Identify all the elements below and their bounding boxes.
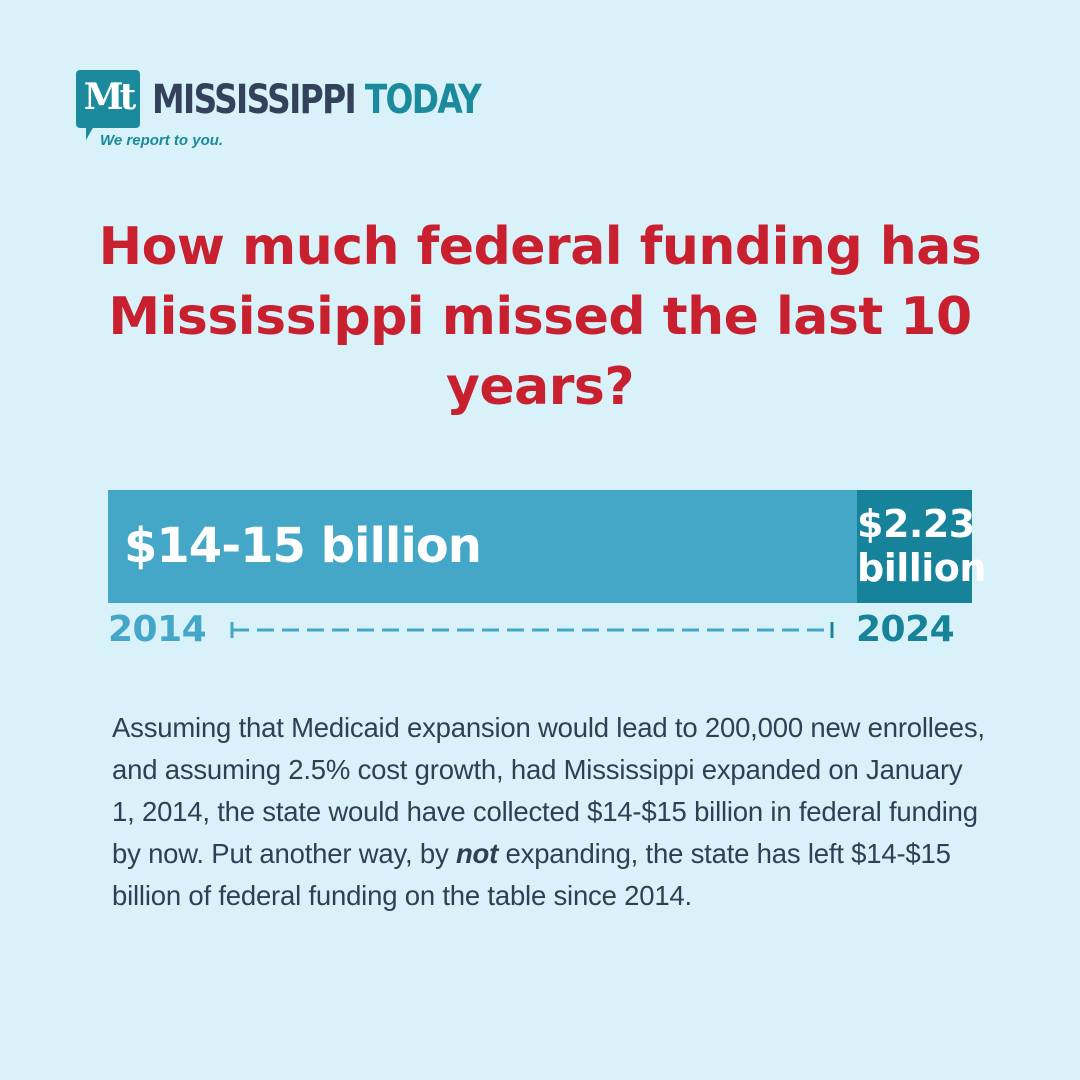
body-text-part2: expanding, the state has left $14-$15 billion of federal funding on the table since 2014. <box>112 838 951 911</box>
speech-bubble-tail-icon <box>86 126 94 140</box>
timeline-arrow <box>228 618 838 642</box>
mt-logo-icon <box>76 70 140 128</box>
bar-label-cost-line2: billion <box>857 546 986 590</box>
body-text-emphasis: not <box>455 838 499 869</box>
bar-segment-cost <box>857 490 986 603</box>
logo-word-today: TODAY <box>364 77 481 123</box>
timeline-end-year: 2024 <box>856 609 955 650</box>
page-title: How much federal funding has Mississippi missed the last 10 years? <box>98 217 982 417</box>
logo-word-mississippi: MISSISSIPPI <box>152 77 356 123</box>
bar-label-cost <box>857 502 986 590</box>
bar-label-cost-line1: $2.23 <box>857 502 975 546</box>
body-paragraph <box>112 707 992 917</box>
bar-label-missed-funding: $14-15 billion <box>124 518 481 574</box>
funding-bar-chart <box>108 490 986 603</box>
mississippi-today-logo <box>76 70 516 160</box>
bar-segment-missed-funding <box>108 490 857 603</box>
logo-tagline: We report to you. <box>100 132 224 149</box>
logo-wordmark <box>152 72 480 128</box>
body-text-part1: Assuming that Medicaid expansion would lead to 200,000 new enrollees, and assuming 2.5% cost growth, had Mississippi expanded on January 1, 2014, the state would have collected $14-$15 billion in federal funding by now. Put another way, by <box>112 712 985 869</box>
timeline-start-year: 2014 <box>108 609 207 650</box>
logo-mark-text: Mt <box>83 76 133 118</box>
